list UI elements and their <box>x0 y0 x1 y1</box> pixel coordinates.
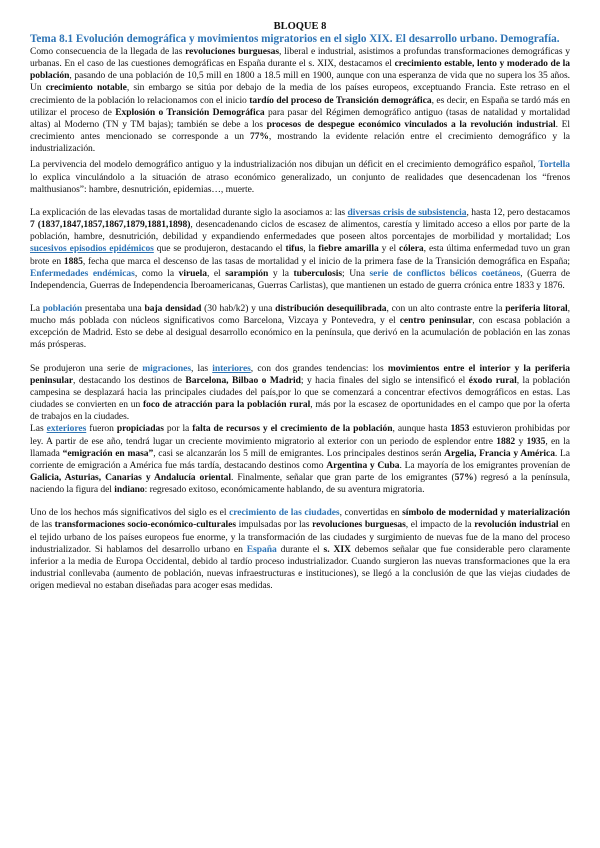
text-run: y la <box>268 267 294 279</box>
text-run: viruela <box>178 267 207 279</box>
text-run: 7 (1837,1847,1857,1867,1879,1881,1898) <box>30 219 191 231</box>
text-run: , con escasa población a excepción de Madrid. Esto se debe al desigual desarrollo económico en la península, que derivó en la acumulación de población en las zonas más prósperas. <box>30 315 570 351</box>
text-run: y el <box>378 243 400 255</box>
text-run: crecimiento notable <box>45 82 127 94</box>
text-run: La <box>30 302 43 314</box>
text-run: : regresado exitoso, económicamente hablando, de su aventura migratoria. <box>144 484 425 496</box>
text-run: baja densidad <box>144 302 202 314</box>
text-run: centro peninsular <box>399 315 473 327</box>
text-run: , liberal e industrial, asistimos a profundas transformaciones demográficas y urbanas. En el caso de las cuestiones demográficas en España durante el s. XIX, destacamos el <box>30 46 570 70</box>
text-run: . La mayoría de los emigrantes provenían de <box>399 459 571 471</box>
text-run: , esta última enfermedad tuvo un gran brote en <box>30 243 570 267</box>
text-run: , el impacto de la <box>405 519 475 531</box>
text-run: Explosión o Transición Demográfica <box>115 106 265 118</box>
text-run: revoluciones burguesas <box>312 519 406 531</box>
text-run: crecimiento estable, lento y moderado de la población <box>30 58 571 82</box>
text-run: serie de conflictos bélicos coetáneos <box>369 267 521 279</box>
text-run: procesos de despegue económico vinculados a la revolución industrial <box>266 118 556 130</box>
text-run: diversas crisis de subsistencia <box>347 206 467 218</box>
text-run: 1885 <box>63 255 83 267</box>
text-run: distribución desequilibrada <box>275 302 387 314</box>
text-run: 1882 <box>496 435 516 447</box>
text-run: exteriores <box>46 423 87 435</box>
text-run: , el <box>206 267 226 279</box>
text-run: impulsadas por las <box>236 519 313 531</box>
text-run: . El crecimiento antes mencionado se corresponde a un <box>30 118 571 143</box>
text-run: Barcelona, Bilbao o Madrid <box>185 374 301 386</box>
topic-heading: Tema 8.1 Evolución demográfica y movimientos migratorios en el siglo XIX. El desarrollo urbano. Demografía. <box>30 33 560 45</box>
text-run: falta de recursos y el crecimiento de la población <box>192 423 393 435</box>
text-run: Uno de los hechos más significativos del siglo es el <box>30 507 230 519</box>
text-run: estuvieron prohibidas por ley. A partir de ese año, tendrá lugar un creciente movimiento migratorio al exterior con un periodo de esplendor entre <box>30 423 570 447</box>
text-run: ) regresó a la península, naciendo la figura del <box>30 472 570 496</box>
text-run: , desencadenando ciclos de escasez de alimentos, carestía y limitado acceso a ellos por parte de la población, hambre, desnutrición, debilidad y expandiendo enfermedades que poseen altos porcentajes de morbilidad y mortalidad; Los <box>30 219 570 243</box>
text-run: , con dos grandes tendencias: los <box>250 362 388 374</box>
text-run: , aunque hasta <box>392 423 451 435</box>
text-run: en el tejido urbano de los países europeos fue enorme, y la transformación de las ciudades y surgimiento de nuevas fue de la mano del proceso industrializador. Si hablamos del desarrollo urbano en <box>30 519 571 555</box>
text-run: Tortella <box>538 159 570 171</box>
text-run: movimientos entre el interior y la periferia peninsular <box>30 362 571 386</box>
text-run: ; y hacia finales del siglo se intensificó el <box>300 374 469 386</box>
text-run: fueron <box>86 423 117 435</box>
text-run: Argelia, Francia y América <box>444 447 555 459</box>
text-run: s. XIX <box>323 543 351 555</box>
text-run: interiores <box>212 362 251 374</box>
text-run: , mucho más poblada con núcleos significativos como Barcelona, Vizcaya y Pontevedra, y el <box>30 302 571 327</box>
text-run: , con un alto contraste entre la <box>386 302 506 314</box>
text-run: símbolo de modernidad y materialización <box>402 507 570 519</box>
text-run: propiciadas <box>116 423 164 435</box>
text-run: La pervivencia del modelo demográfico antiguo y la industrialización nos dibujan un déficit en el crecimiento demográfico español, <box>30 159 539 171</box>
text-run: foco de atracción para la población rural <box>142 399 311 411</box>
text-run: , la población campesina se desplazará hacia las principales ciudades del país,por lo que se comenzará a concentrar efectivos demográficos en estas. Las ciudades se convierten en un <box>30 374 570 411</box>
text-run: fiebre amarilla <box>318 243 379 255</box>
text-run: periferia litoral <box>505 302 568 314</box>
text-run: tuberculosis <box>293 267 343 279</box>
text-run: debemos señalar que fue considerable pero claramente inferior a la media de Europa Occidental, debido al tardío proceso industrializador. Cuando surgieron las nuevas transformaciones que la era industrial conllevaba (aumento de población, nuevas infraestructuras e instituciones), se llegó a la conclusión de que las viejas ciudades de origen medieval no estaban diseñadas para acoger esas medidas. <box>30 543 571 592</box>
text-run: éxodo rural <box>468 374 517 386</box>
text-run: , como la <box>134 267 179 279</box>
text-run: , fecha que marca el descenso de las tasas de mortalidad y el inicio de la primera fase de la Transición demográfica en España; <box>82 255 571 267</box>
text-run: por la <box>163 423 193 435</box>
text-run: , mostrando la evidente relación entre el crecimiento demográfico y la industrialización. <box>30 131 570 155</box>
text-run: crecimiento de las ciudades <box>229 507 340 519</box>
text-run: sucesivos episodios epidémicos <box>30 243 154 255</box>
text-run: , hasta 12, pero destacamos <box>466 206 570 218</box>
text-run: migraciones <box>142 362 191 374</box>
paragraph-mortality <box>30 207 570 292</box>
text-run: tifus <box>285 243 304 255</box>
text-run: 1853 <box>450 423 470 435</box>
text-run: Galicia, Asturias, Canarias y Andalucía oriental <box>30 472 231 483</box>
text-run: , destacando los destinos de <box>73 374 186 386</box>
paragraph-population-density <box>30 303 570 352</box>
text-run: y <box>515 435 527 447</box>
text-run: de las <box>30 519 55 531</box>
text-run: presentaba una <box>82 302 145 314</box>
text-run: ; Una <box>342 267 370 279</box>
paragraph-demographic-growth <box>30 46 570 155</box>
text-run: , pasando de una población de 10,5 mill en 1800 a 18.5 mill en 1900, aunque con una esperanza de vida que no supera los 35 años. Un <box>30 70 570 94</box>
text-run: , en la llamada <box>30 435 570 459</box>
text-run: transformaciones socio-económico-culturales <box>54 519 237 531</box>
paragraph-internal-migrations <box>30 363 570 424</box>
text-run: Las <box>30 423 47 435</box>
block-title: BLOQUE 8 <box>273 21 327 32</box>
text-run: durante el <box>276 543 324 555</box>
text-run: revoluciones burguesas <box>185 46 280 57</box>
text-run: , sin embargo se sitúa por debajo de la media de los países europeos, exceptuando Francia. Este retraso en el crecimiento de la población lo relacionamos con el inicio <box>30 82 570 106</box>
text-run: , (Guerra de Independencia, Guerras de Independencia Iberoamericanas, Guerras Carlistas), que mantienen un estado de guerra crónica entre 1833 y 1876. <box>30 267 570 291</box>
text-run: población <box>42 302 83 314</box>
paragraph-tortella <box>30 159 570 195</box>
text-run: 77% <box>249 131 269 143</box>
text-run: revolución industrial <box>474 519 559 531</box>
text-run: Como consecuencia de la llegada de las <box>30 46 186 57</box>
text-run: . La corriente de emigración a América fue más tardía, destacando destinos como <box>30 447 570 471</box>
text-run: , es decir, en España se tardó más en utilizar el proceso de <box>30 94 570 118</box>
text-run: cólera <box>399 243 424 255</box>
text-run: lo explica vinculándolo a la situación de atraso económico generalizado, un conjunto de realidades que desencadenan los “frenos malthusianos”: hambre, desnutrición, epidemias…, muerte. <box>30 171 570 195</box>
text-run: “emigración en masa” <box>62 447 154 459</box>
text-run: 1935 <box>526 435 546 447</box>
text-run: , la <box>303 243 319 255</box>
text-run: para pasar del Régimen demográfico antiguo (tasas de natalidad y mortalidad altas) al Moderno (TN y TM bajas); también se debe a los <box>30 106 570 130</box>
text-run: tardío del proceso de Transición demográfica <box>249 94 432 106</box>
text-run: que se produjeron, destacando el <box>153 243 286 255</box>
text-run: sarampión <box>225 267 269 279</box>
text-run: , las <box>191 362 213 374</box>
text-run: , convertidas en <box>339 507 403 519</box>
text-run: . Finalmente, señalar que gran parte de los emigrantes ( <box>230 472 455 483</box>
text-run: , casi se alcanzarán los 5 mill de emigrantes. Los principales destinos serán <box>153 447 445 459</box>
text-run: indiano <box>114 484 145 496</box>
text-run: La explicación de las elevadas tasas de mortalidad durante siglo la asociamos a: las <box>30 206 348 218</box>
text-run: , más por la escasez de oportunidades en el campo que por la oferta de trabajos en la ciudades. <box>30 399 570 423</box>
text-run: Enfermedades endémicas <box>30 267 135 279</box>
text-run: España <box>246 543 277 555</box>
text-run: 57% <box>454 472 474 483</box>
text-run: (30 hab/k2) y una <box>201 302 276 314</box>
paragraph-urban-growth <box>30 507 570 592</box>
text-run: Argentina y Cuba <box>326 459 400 471</box>
paragraph-external-migrations <box>30 423 570 496</box>
text-run: Se produjeron una serie de <box>30 362 143 374</box>
